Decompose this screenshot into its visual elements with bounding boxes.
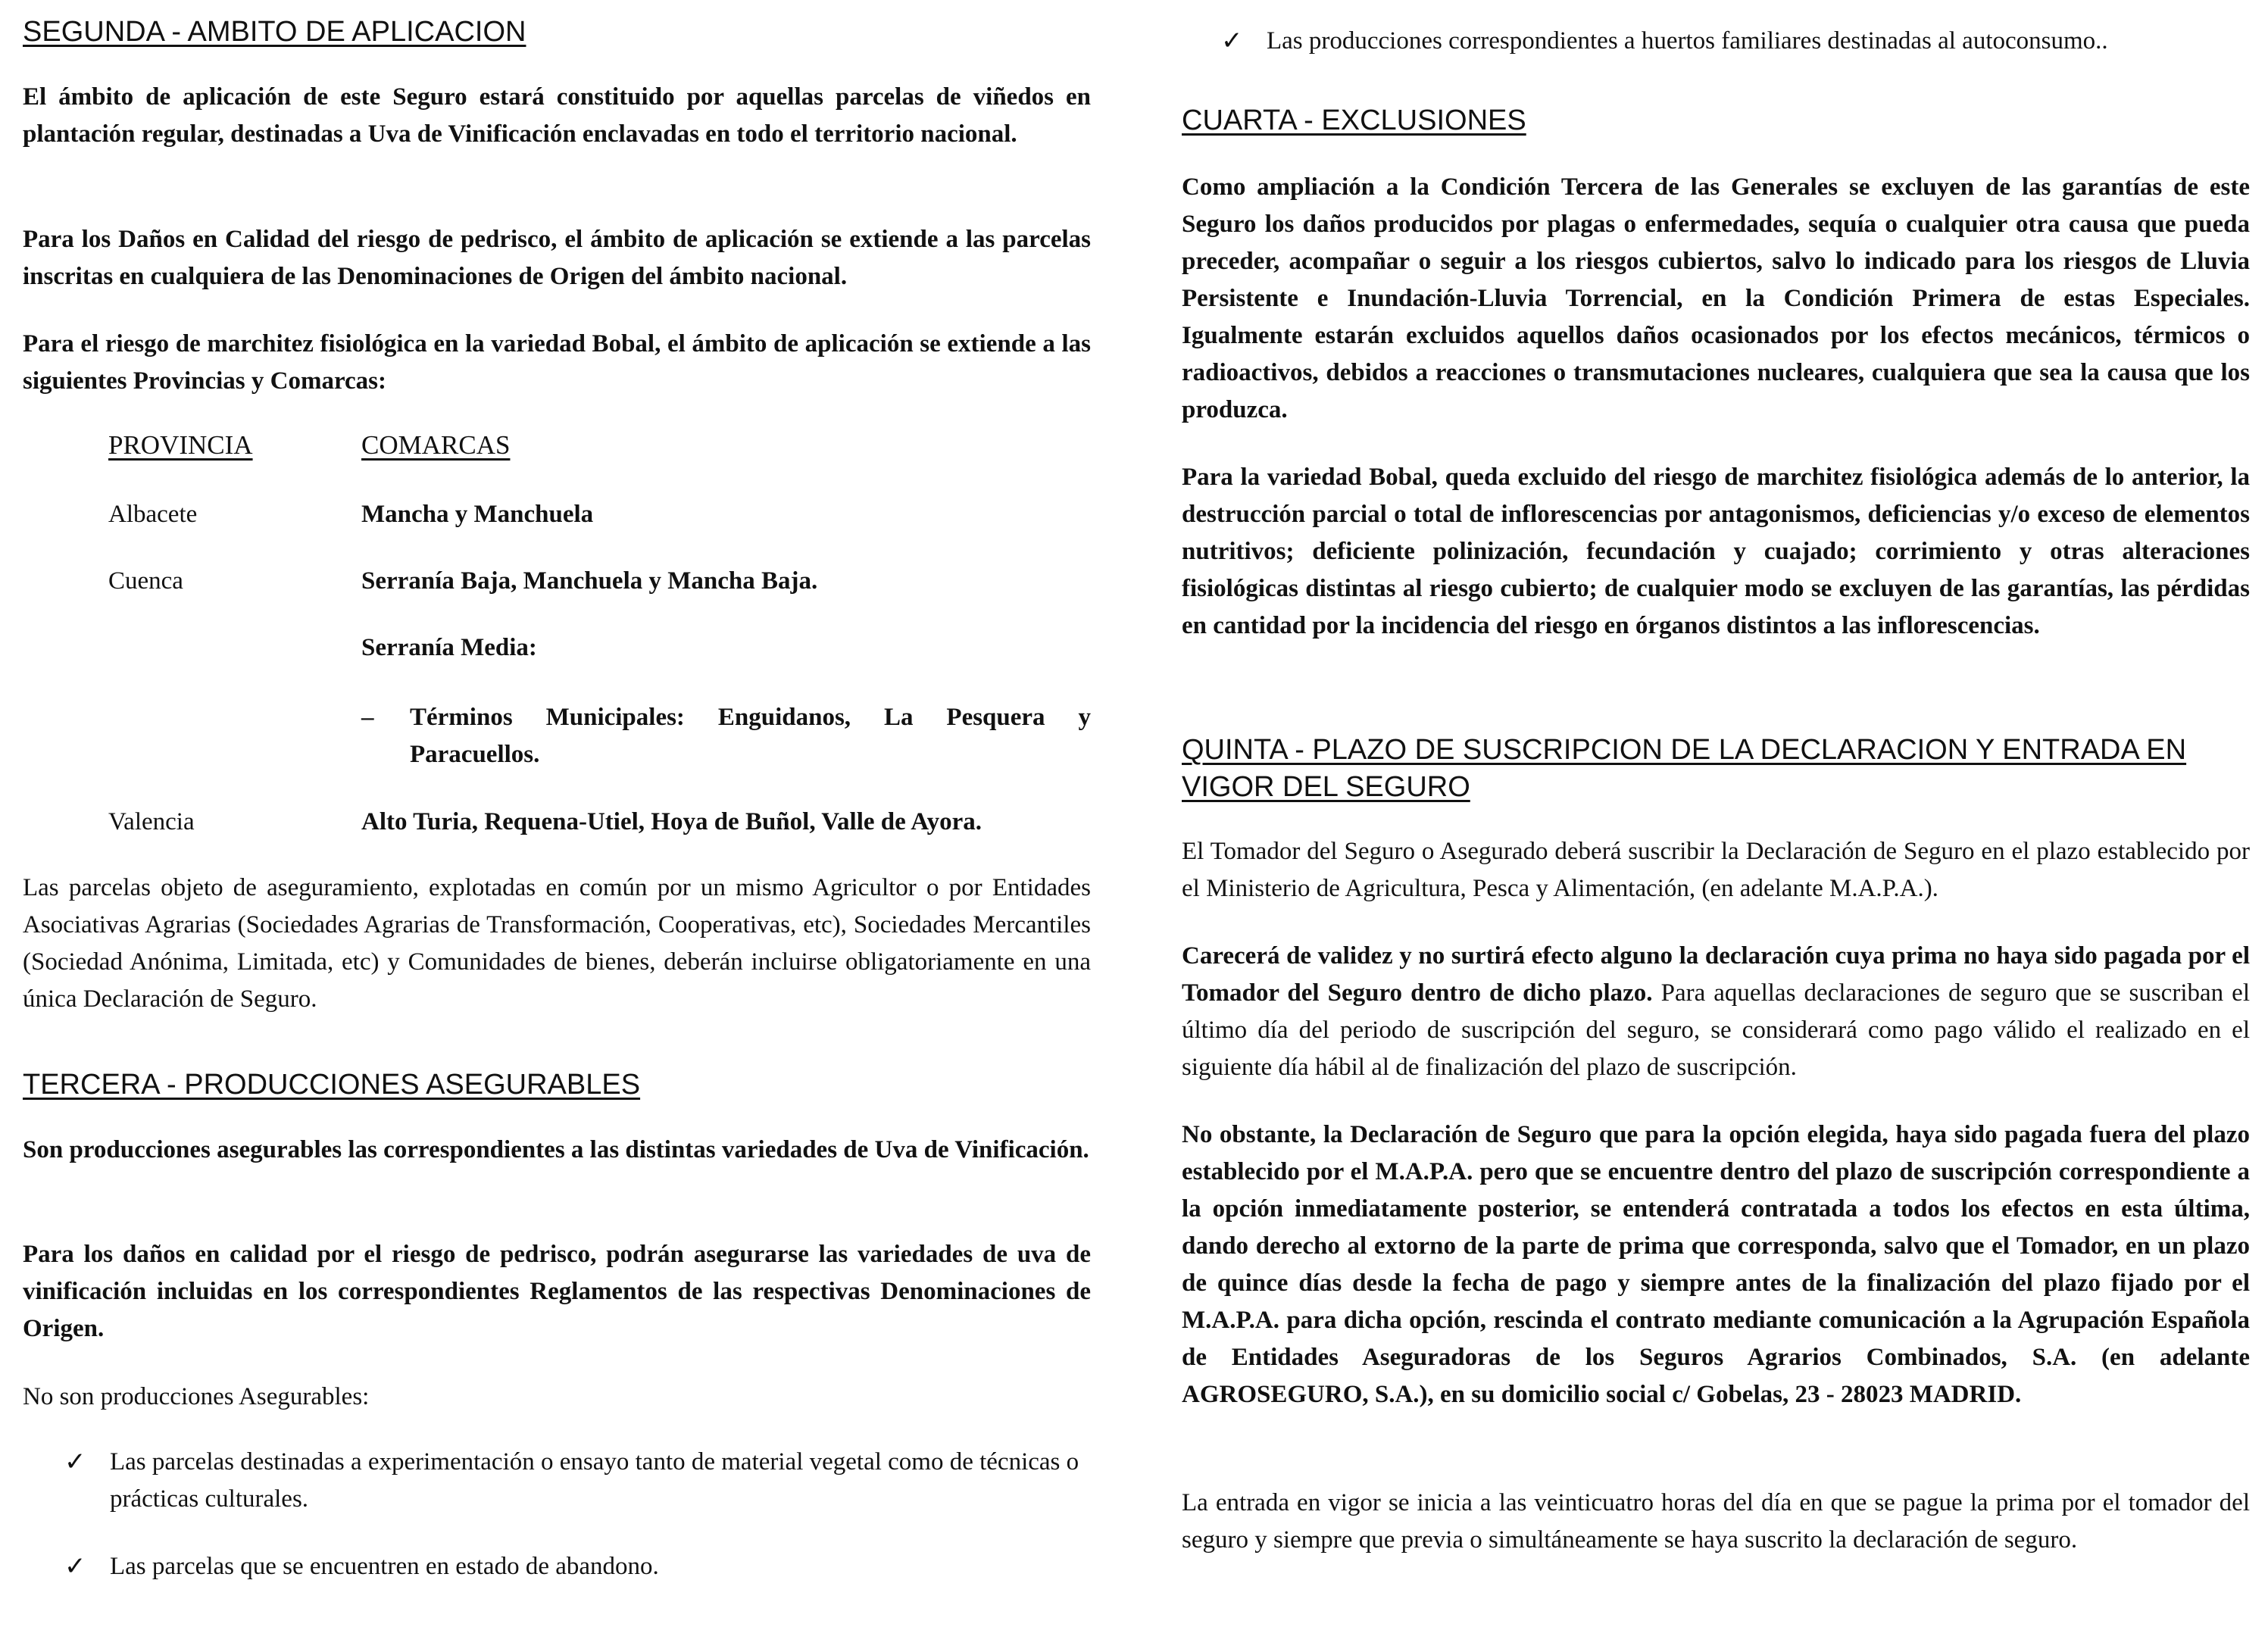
- table-row-comarcas: Serranía Baja, Manchuela y Mancha Baja.: [361, 567, 818, 595]
- quinta-paragraph-3: No obstante, la Declaración de Seguro que para la opción elegida, haya sido pagada fuera del plazo establecido por el M.A.P.A. pero que se encuentre dentro del plazo de suscripción correspondiente a la opción inmediatamente posterior, se entenderá contratada a todos los efectos en esta última, dando derecho al extorno de la parte de prima que corresponda, salvo que el Tomador, en un plazo de quince días desde la fecha de pago y siempre antes de la finalización del plazo fijado por el M.A.P.A. para dicha opción, rescinda el contrato mediante comunicación a la Agrupación Española de Entidades Aseguradoras de los Seguros Agrarios Combinados, S.A. (en adelante AGROSEGURO, S.A.), en su domicilio social c/ Gobelas, 23 - 28023 MADRID.: [1182, 1121, 2250, 1408]
- quinta-paragraph-4: La entrada en vigor se inicia a las veinticuatro horas del día en que se pague la prima por el tomador del seguro y siempre que previa o simultáneamente se haya suscrito la declaración de seguro.: [1182, 1489, 2250, 1554]
- segunda-paragraph-1: El ámbito de aplicación de este Seguro estará constituido por aquellas parcelas de viñedos en plantación regular, destinadas a Uva de Vinificación enclavadas en todo el territorio nacional.: [23, 83, 1091, 148]
- terminos-text: Términos Municipales: Enguidanos, La Pesquera y Paracuellos.: [410, 704, 1091, 768]
- checkmark-icon: ✓: [64, 1447, 86, 1477]
- checkmark-icon: ✓: [1221, 26, 1243, 56]
- table-row-comarcas: Alto Turia, Requena-Utiel, Hoya de Buñol, Valle de Ayora.: [361, 808, 982, 835]
- table-row-comarcas: Serranía Media:: [361, 634, 537, 661]
- segunda-paragraph-4: Las parcelas objeto de aseguramiento, explotadas en común por un mismo Agricultor o por Entidades Asociativas Agrarias (Sociedades Agrarias de Transformación, Cooperativas, etc), Sociedades Mercantiles (Sociedad Anónima, Limitada, etc) y Comunidades de bienes, deberán incluirse obligatoriamente en una única Declaración de Seguro.: [23, 874, 1091, 1013]
- heading-tercera: TERCERA - PRODUCCIONES ASEGURABLES: [23, 1069, 641, 1101]
- quinta-paragraph-2: [1182, 938, 2250, 1086]
- list-item-text: Las parcelas destinadas a experimentación o ensayo tanto de material vegetal como de técnicas o prácticas culturales.: [110, 1448, 1079, 1513]
- quinta-paragraph-1: El Tomador del Seguro o Asegurado deberá suscribir la Declaración de Seguro en el plazo establecido por el Ministerio de Agricultura, Pesca y Alimentación, (en adelante M.A.P.A.).: [1182, 838, 2250, 902]
- table-row-provincia: Valencia: [108, 808, 195, 835]
- list-item-text: Las parcelas que se encuentren en estado de abandono.: [110, 1553, 659, 1580]
- list-item-text: Las producciones correspondientes a huertos familiares destinadas al autoconsumo..: [1267, 27, 2108, 55]
- checkmark-icon: ✓: [64, 1551, 86, 1582]
- heading-cuarta: CUARTA - EXCLUSIONES: [1182, 105, 1526, 136]
- cuarta-paragraph-1: Como ampliación a la Condición Tercera de las Generales se excluyen de las garantías de este Seguro los daños producidos por plagas o enfermedades, sequía o cualquier otra causa que pueda preceder, acompañar o seguir a los riesgos cubiertos, salvo lo indicado para los riesgos de Lluvia Persistente e Inundación-Lluvia Torrencial, en la Condición Primera de estas Especiales. Igualmente estarán excluidos aquellos daños ocasionados por los efectos mecánicos, térmicos o radioactivos, debidos a reacciones o transmutaciones nucleares, cualquiera que sea la causa que los produzca.: [1182, 173, 2250, 423]
- quinta-paragraph-2-rest: Para aquellas declaraciones de seguro que se suscriban el último día del periodo de suscripción del seguro, se considerará como pago válido el realizado en el siguiente día hábil al de finalización del plazo de suscripción.: [1182, 979, 2250, 1081]
- table-header-provincia: PROVINCIA: [108, 430, 253, 460]
- cuarta-paragraph-2: Para la variedad Bobal, queda excluido del riesgo de marchitez fisiológica además de lo anterior, la destrucción parcial o total de inflorescencias por antagonismos, deficiencias y/o exceso de elementos nutritivos; deficiente polinización, fecundación y cuajado; corrimiento y otras alteraciones fisiológicas distintas al riesgo cubierto; de cualquier modo se excluyen de las garantías, las pérdidas en cantidad por la incidencia del riesgo en órganos distintos a las inflorescencias.: [1182, 464, 2250, 639]
- tercera-paragraph-2: Para los daños en calidad por el riesgo de pedrisco, podrán asegurarse las variedades de uva de vinificación incluidas en los correspondientes Reglamentos de las respectivas Denominaciones de Origen.: [23, 1241, 1091, 1342]
- heading-segunda: SEGUNDA - AMBITO DE APLICACION: [23, 16, 526, 48]
- quinta-paragraph-2-bold: Carecerá de validez y no surtirá efecto alguno la declaración cuya prima no haya sido pagada por el Tomador del Seguro dentro de dicho plazo.: [1182, 942, 2250, 1007]
- table-row-provincia: Albacete: [108, 501, 198, 528]
- segunda-paragraph-2: Para los Daños en Calidad del riesgo de pedrisco, el ámbito de aplicación se extiende a las parcelas inscritas en cualquiera de las Denominaciones de Origen del ámbito nacional.: [23, 226, 1091, 290]
- heading-quinta: QUINTA - PLAZO DE SUSCRIPCION DE LA DECLARACION Y ENTRADA EN VIGOR DEL SEGURO: [1182, 734, 2187, 803]
- table-row-provincia: Cuenca: [108, 567, 183, 595]
- table-row-terminos: – Términos Municipales: Enguidanos, La Pesquera y Paracuellos.: [361, 699, 1091, 773]
- segunda-paragraph-3: Para el riesgo de marchitez fisiológica en la variedad Bobal, el ámbito de aplicación se extiende a las siguientes Provincias y Comarcas:: [23, 330, 1091, 395]
- tercera-paragraph-3: No son producciones Asegurables:: [23, 1383, 370, 1410]
- tercera-paragraph-1: Son producciones asegurables las correspondientes a las distintas variedades de Uva de Vinificación.: [23, 1136, 1089, 1163]
- table-header-comarcas: COMARCAS: [361, 430, 511, 460]
- table-row-comarcas: Mancha y Manchuela: [361, 501, 594, 528]
